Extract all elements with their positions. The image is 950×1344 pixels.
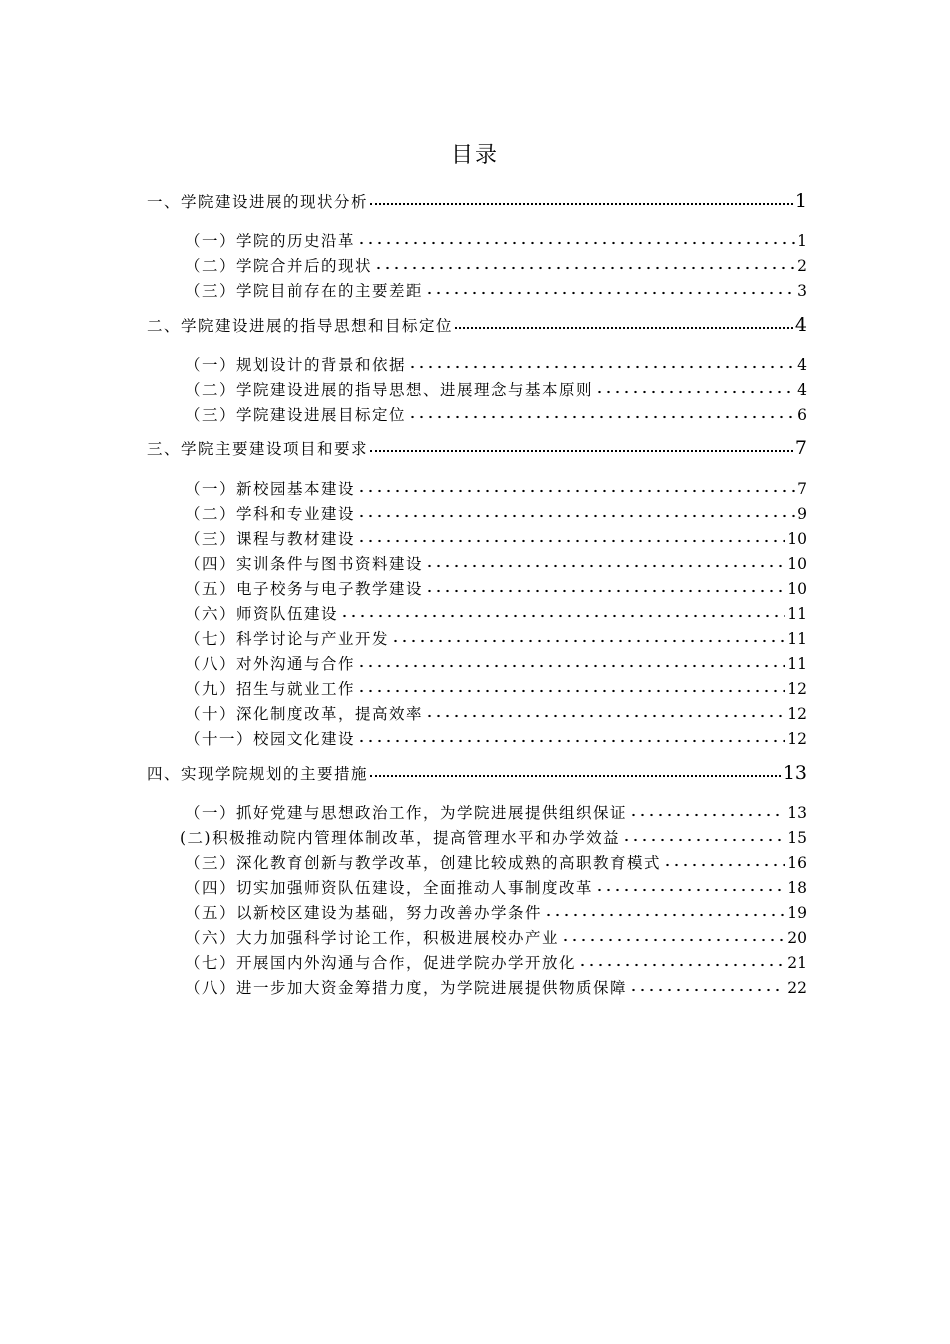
- toc-item-label: （一）规划设计的背景和依据: [185, 356, 407, 374]
- toc-item-label: （八）对外沟通与合作: [185, 655, 356, 673]
- toc-item-label: （三）深化教育创新与教学改革，创建比较成熟的高职教育模式: [185, 854, 662, 872]
- toc-leader: [370, 764, 781, 780]
- toc-leader: [357, 529, 785, 545]
- toc-leader: [595, 380, 795, 396]
- toc-page-number: 11: [787, 655, 807, 673]
- toc-item[interactable]: [185, 677, 807, 699]
- toc-section-label: 四、实现学院规划的主要措施: [147, 765, 369, 783]
- toc-item[interactable]: [185, 378, 807, 400]
- toc-item-label: （三）课程与教材建设: [185, 530, 356, 548]
- toc-page-number: 20: [787, 929, 807, 947]
- toc-item-label: （二）学科和专业建设: [185, 505, 356, 523]
- toc-leader: [663, 853, 785, 869]
- toc-section-label: 一、学院建设进展的现状分析: [147, 193, 369, 211]
- toc-item-label: （三）学院目前存在的主要差距: [185, 282, 424, 300]
- toc-page-number: 13: [782, 762, 807, 784]
- toc-page-number: 12: [787, 705, 807, 723]
- toc-item[interactable]: [185, 353, 807, 375]
- toc-leader: [561, 928, 785, 944]
- toc-item-label: （八）进一步加大资金筹措力度，为学院进展提供物质保障: [185, 979, 628, 997]
- toc-leader: [629, 803, 785, 819]
- toc-leader: [357, 479, 795, 495]
- toc-item[interactable]: [185, 926, 807, 948]
- toc-item[interactable]: [185, 801, 807, 823]
- toc-leader: [357, 231, 795, 247]
- toc-item[interactable]: [185, 527, 807, 549]
- toc-page-number: 18: [787, 879, 807, 897]
- toc-item[interactable]: [185, 254, 807, 276]
- toc-item[interactable]: [185, 652, 807, 674]
- toc-item-label: （一）学院的历史沿革: [185, 232, 356, 250]
- toc-leader: [425, 579, 785, 595]
- toc-section-2[interactable]: [147, 314, 807, 336]
- toc-item-label: （六）师资队伍建设: [185, 605, 339, 623]
- toc-item-label: （四）实训条件与图书资料建设: [185, 555, 424, 573]
- toc-item-label: (二)积极推动院内管理体制改革，提高管理水平和办学效益: [180, 829, 621, 847]
- toc-leader: [408, 405, 795, 421]
- toc-page-number: 3: [797, 282, 807, 300]
- toc-item[interactable]: [185, 876, 807, 898]
- toc-leader: [455, 316, 793, 332]
- toc-item[interactable]: [185, 602, 807, 624]
- toc-item[interactable]: [185, 976, 807, 998]
- toc-page-number: 12: [787, 680, 807, 698]
- toc-item-label: （五）以新校区建设为基础，努力改善办学条件: [185, 904, 543, 922]
- toc-page-number: 11: [787, 605, 807, 623]
- toc-page-number: 10: [787, 530, 807, 548]
- toc-page-number: 21: [787, 954, 807, 972]
- toc-item-label: （四）切实加强师资队伍建设，全面推动人事制度改革: [185, 879, 594, 897]
- toc-item[interactable]: [185, 577, 807, 599]
- toc-section-4[interactable]: [147, 762, 807, 784]
- toc-item[interactable]: [185, 279, 807, 301]
- toc-page-number: 10: [787, 555, 807, 573]
- toc-section-3[interactable]: [147, 437, 807, 459]
- toc-item[interactable]: [180, 826, 807, 848]
- toc-item-label: （十一）校园文化建设: [185, 730, 356, 748]
- toc-item-label: （七）科学讨论与产业开发: [185, 630, 390, 648]
- toc-page-number: 1: [797, 232, 807, 250]
- toc-item[interactable]: [185, 403, 807, 425]
- toc-leader: [425, 554, 785, 570]
- toc-leader: [370, 192, 793, 208]
- toc-page-number: 16: [787, 854, 807, 872]
- toc-item[interactable]: [185, 851, 807, 873]
- toc-page-number: 15: [787, 829, 807, 847]
- toc-page-number: 11: [787, 630, 807, 648]
- toc-page-number: 4: [794, 314, 807, 336]
- toc-leader: [622, 828, 785, 844]
- toc-leader: [595, 878, 785, 894]
- toc-item[interactable]: [185, 627, 807, 649]
- toc-leader: [357, 679, 785, 695]
- toc-item-label: （二）学院建设进展的指导思想、进展理念与基本原则: [185, 381, 594, 399]
- toc-leader: [578, 953, 785, 969]
- toc-leader: [374, 256, 795, 272]
- toc-leader: [408, 355, 795, 371]
- toc-item-label: （十）深化制度改革，提高效率: [185, 705, 424, 723]
- toc-item-label: （三）学院建设进展目标定位: [185, 406, 407, 424]
- toc-item[interactable]: [185, 901, 807, 923]
- toc-page-number: 7: [794, 437, 807, 459]
- toc-item[interactable]: [185, 229, 807, 251]
- toc-page-number: 10: [787, 580, 807, 598]
- toc-title: 目录: [450, 143, 499, 168]
- toc-page-number: 4: [797, 381, 807, 399]
- toc-item-label: （一）抓好党建与思想政治工作，为学院进展提供组织保证: [185, 804, 628, 822]
- toc-page-number: 6: [797, 406, 807, 424]
- toc-item-label: （二）学院合并后的现状: [185, 257, 373, 275]
- toc-leader: [425, 704, 785, 720]
- toc-leader: [629, 978, 785, 994]
- toc-leader: [357, 729, 785, 745]
- toc-page-number: 2: [797, 257, 807, 275]
- toc-section-1[interactable]: [147, 190, 807, 212]
- toc-item[interactable]: [185, 502, 807, 524]
- toc-leader: [340, 604, 785, 620]
- toc-section-label: 三、学院主要建设项目和要求: [147, 440, 369, 458]
- toc-leader: [544, 903, 785, 919]
- toc-item-label: （五）电子校务与电子教学建设: [185, 580, 424, 598]
- toc-item[interactable]: [185, 951, 807, 973]
- toc-leader: [425, 281, 795, 297]
- toc-item[interactable]: [185, 552, 807, 574]
- toc-page-number: 19: [787, 904, 807, 922]
- toc-item-label: （九）招生与就业工作: [185, 680, 356, 698]
- toc-item-label: （六）大力加强科学讨论工作，积极进展校办产业: [185, 929, 560, 947]
- toc-item[interactable]: [185, 727, 807, 749]
- toc-item-label: （一）新校园基本建设: [185, 480, 356, 498]
- toc-page-number: 9: [797, 505, 807, 523]
- toc-section-label: 二、学院建设进展的指导思想和目标定位: [147, 317, 454, 335]
- toc-leader: [370, 439, 793, 455]
- toc-page-number: 13: [787, 804, 807, 822]
- toc-page-number: 4: [797, 356, 807, 374]
- toc-page-number: 7: [797, 480, 807, 498]
- toc-page-number: 12: [787, 730, 807, 748]
- toc-page-number: 22: [787, 979, 807, 997]
- toc-page-number: 1: [794, 190, 807, 212]
- toc-item-label: （七）开展国内外沟通与合作，促进学院办学开放化: [185, 954, 577, 972]
- toc-item[interactable]: [185, 477, 807, 499]
- toc-leader: [357, 654, 785, 670]
- toc-item[interactable]: [185, 702, 807, 724]
- toc-leader: [391, 629, 785, 645]
- toc-leader: [357, 504, 795, 520]
